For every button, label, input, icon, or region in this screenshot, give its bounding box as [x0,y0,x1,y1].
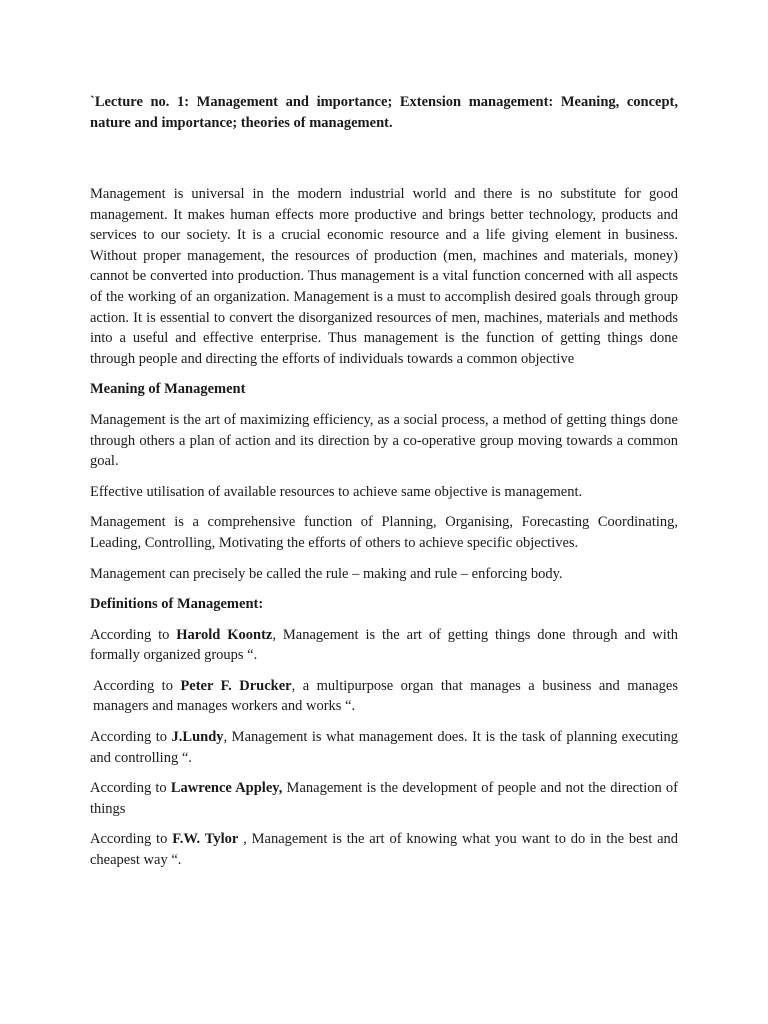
definition-text: , Management is what management does. It is the task of planning executing and controlling “. [90,729,679,766]
definition-prefix: According to [90,831,173,848]
definition-prefix: According to [93,677,181,694]
definition-text: , Management is the art of knowing what you want to do in the best and cheapest way “. [90,831,679,869]
definition-author: F.W. Tylor [172,831,239,848]
definition-item [90,676,678,717]
definition-prefix: According to [90,780,171,797]
definitions-heading: Definitions of Management: [90,596,264,613]
definition-prefix: According to [90,626,177,643]
meaning-paragraph: Management can precisely be called the rule – making and rule – enforcing body. [90,565,563,582]
definition-item [90,829,678,870]
definition-text: Management is the development of people and not the direction of things [90,780,679,817]
meaning-paragraph: Effective utilisation of available resources to achieve same objective is management. [90,483,583,500]
intro-paragraph: Management is universal in the modern industrial world and there is no substitute for good management. It makes human effects more productive and brings better technology, products and services to our society. It is a crucial economic resource and a life giving element in business. Without proper management, the resources of production (men, machines and materials, money) cannot be converted into production. Thus management is a vital function concerned with all aspects of the working of an organization. Management is a must to accomplish desired goals through group action. It is essential to convert the disorganized resources of men, machines, materials and methods into a useful and effective enterprise. Thus management is the function of getting things done through people and directing the efforts of individuals towards a common objective [90,186,678,367]
definition-item [90,778,678,819]
meaning-paragraph: Management is a comprehensive function of Planning, Organising, Forecasting Coordinating, Leading, Controlling, Motivating the efforts of others to achieve specific objectives. [90,514,678,551]
definition-item [90,727,678,768]
definition-author: Lawrence Appley, [170,780,283,797]
meaning-paragraph: Management is the art of maximizing efficiency, as a social process, a method of getting things done through others a plan of action and its direction by a co-operative group moving towards a common goal. [90,411,678,470]
definition-text: , a multipurpose organ that manages a business and manages managers and manages workers and works “. [93,677,678,715]
definition-author: Peter F. Drucker [180,677,292,694]
definition-item [90,625,678,666]
lecture-title: `Lecture no. 1: Management and importance; Extension management: Meaning, concept, nature and importance; theories of management. [90,94,678,131]
meaning-heading: Meaning of Management [90,381,246,398]
definition-author: Harold Koontz [176,626,273,643]
definition-author: J.Lundy [171,729,224,746]
definition-prefix: According to [90,729,172,746]
definition-text: , Management is the art of getting things done through and with formally organized groups “. [90,626,679,664]
document-page [90,92,678,871]
